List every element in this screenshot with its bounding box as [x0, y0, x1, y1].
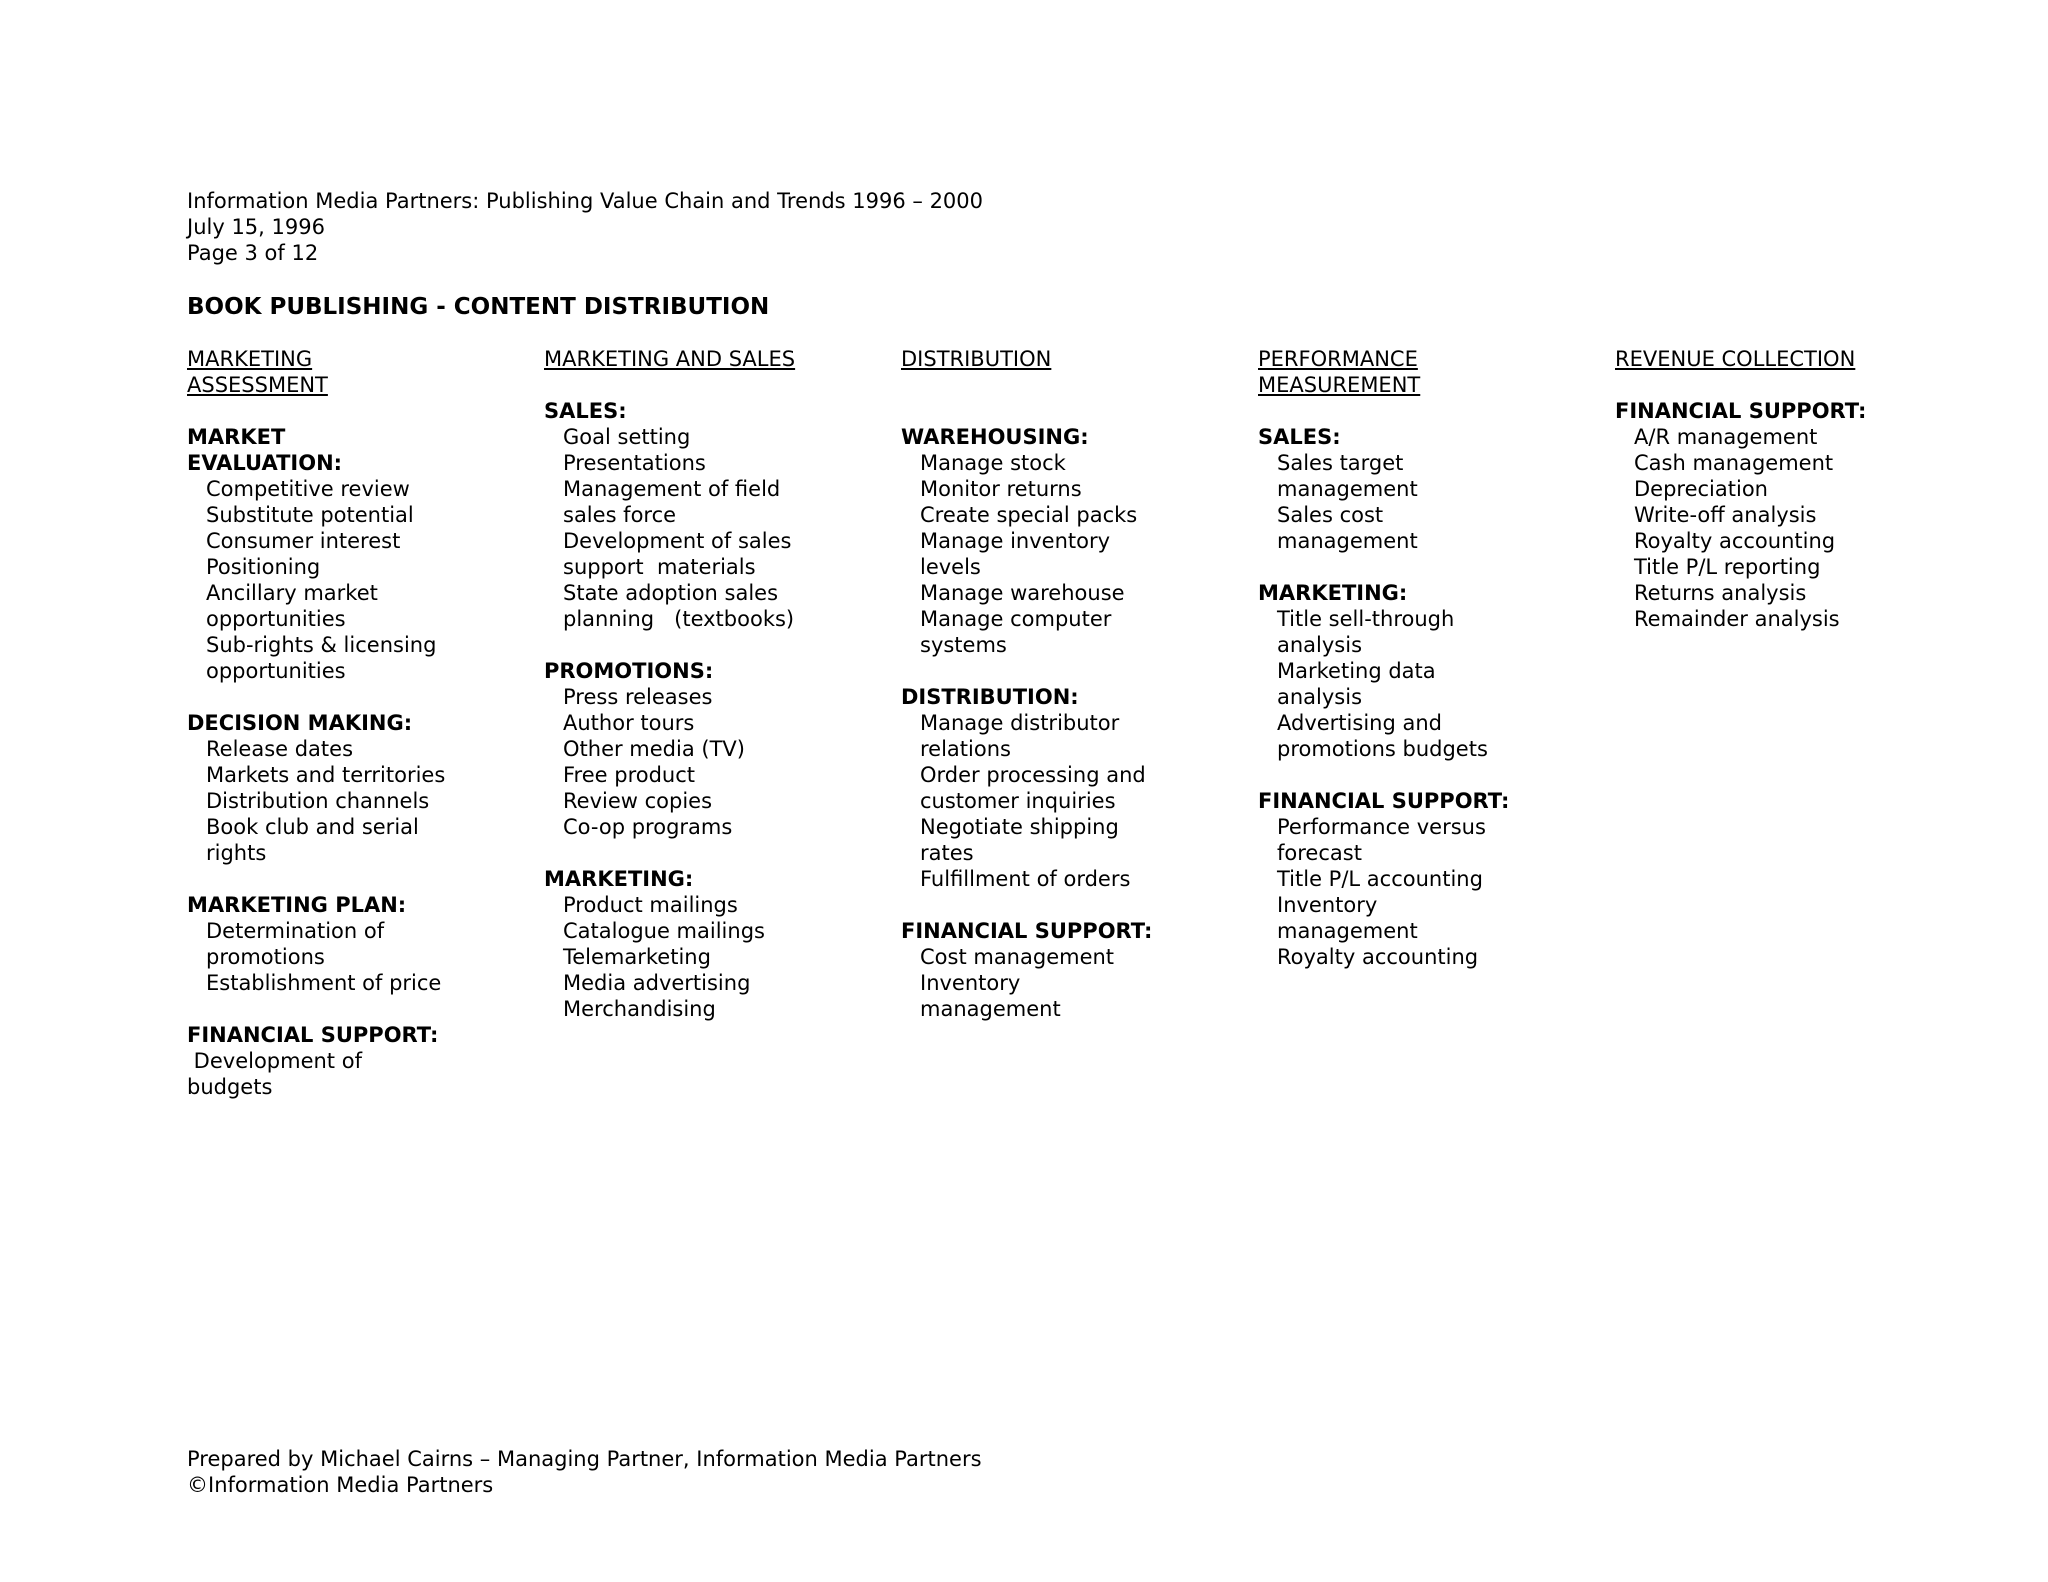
list-item: Title sell-through — [1277, 607, 1455, 631]
column-4 — [1615, 346, 1945, 632]
section — [187, 424, 517, 684]
document-header — [187, 188, 983, 266]
list-item: Book club and serial — [206, 815, 419, 839]
list-item: Release dates — [206, 737, 354, 761]
column-2 — [901, 346, 1231, 1022]
list-item: management — [1277, 919, 1418, 943]
section-title: DECISION MAKING: — [187, 711, 413, 735]
list-item: Positioning — [206, 555, 321, 579]
section-title: MARKETING: — [1258, 581, 1408, 605]
section — [1258, 580, 1588, 762]
section-title: MARKETING PLAN: — [187, 893, 407, 917]
list-item: Manage computer — [920, 607, 1112, 631]
list-item: Free product — [563, 763, 696, 787]
list-item: Markets and territories — [206, 763, 446, 787]
column-0 — [187, 346, 517, 1100]
list-item: Author tours — [563, 711, 695, 735]
document-footer — [187, 1446, 982, 1498]
list-item: Catalogue mailings — [563, 919, 765, 943]
column-heading-line: MARKETING — [187, 347, 313, 371]
list-item: Goal setting — [563, 425, 691, 449]
list-item: Title P/L accounting — [1277, 867, 1483, 891]
list-item: budgets — [187, 1075, 273, 1099]
section — [544, 866, 874, 1022]
list-item: Cash management — [1634, 451, 1834, 475]
list-item: State adoption sales — [563, 581, 779, 605]
list-item: Sales cost — [1277, 503, 1384, 527]
list-item: support materials — [563, 555, 756, 579]
column-heading-line: DISTRIBUTION — [901, 347, 1052, 371]
column-heading-line: ASSESSMENT — [187, 373, 328, 397]
list-item: Order processing and — [920, 763, 1146, 787]
list-item: planning (textbooks) — [563, 607, 795, 631]
section — [544, 398, 874, 632]
list-item: Monitor returns — [920, 477, 1082, 501]
list-item: Depreciation — [1634, 477, 1768, 501]
list-item: Write-off analysis — [1634, 503, 1817, 527]
list-item: Establishment of price — [206, 971, 442, 995]
list-item: Media advertising — [563, 971, 751, 995]
list-item: Determination of — [206, 919, 385, 943]
list-item: systems — [920, 633, 1007, 657]
list-item: Product mailings — [563, 893, 738, 917]
column-heading — [1615, 346, 1945, 372]
list-item: Distribution channels — [206, 789, 430, 813]
section-title: FINANCIAL SUPPORT: — [901, 919, 1153, 943]
section — [1615, 398, 1945, 632]
list-item: Presentations — [563, 451, 706, 475]
list-item: Marketing data — [1277, 659, 1436, 683]
column-heading-line: PERFORMANCE — [1258, 347, 1418, 371]
page-title: BOOK PUBLISHING - CONTENT DISTRIBUTION — [187, 294, 770, 320]
section-title: PROMOTIONS: — [544, 659, 714, 683]
section-title: MARKET — [187, 425, 286, 449]
section — [1258, 788, 1588, 970]
column-heading-line: MEASUREMENT — [1258, 373, 1421, 397]
list-item: relations — [920, 737, 1011, 761]
section — [187, 892, 517, 996]
list-item: Manage inventory — [920, 529, 1111, 553]
list-item: Create special packs — [920, 503, 1138, 527]
section-title: FINANCIAL SUPPORT: — [1615, 399, 1867, 423]
column-heading — [187, 346, 517, 398]
list-item: opportunities — [206, 607, 346, 631]
list-item: promotions budgets — [1277, 737, 1488, 761]
list-item: Title P/L reporting — [1634, 555, 1821, 579]
list-item: customer inquiries — [920, 789, 1116, 813]
list-item: Negotiate shipping — [920, 815, 1119, 839]
list-item: Remainder analysis — [1634, 607, 1840, 631]
list-item: Competitive review — [206, 477, 410, 501]
column-heading — [1258, 346, 1588, 398]
header-date: July 15, 1996 — [187, 215, 325, 239]
list-item: forecast — [1277, 841, 1362, 865]
list-item: Cost management — [920, 945, 1115, 969]
column-heading — [901, 346, 1231, 372]
list-item: management — [1277, 477, 1418, 501]
list-item: Telemarketing — [563, 945, 711, 969]
column-heading-line: REVENUE COLLECTION — [1615, 347, 1856, 371]
section — [544, 658, 874, 840]
column-1 — [544, 346, 874, 1022]
section — [187, 710, 517, 866]
footer-prepared-by: Prepared by Michael Cairns – Managing Partner, Information Media Partners — [187, 1447, 982, 1471]
list-item: management — [1277, 529, 1418, 553]
footer-copyright: ©Information Media Partners — [187, 1473, 494, 1497]
list-item: opportunities — [206, 659, 346, 683]
column-heading — [544, 346, 874, 372]
header-page-number: Page 3 of 12 — [187, 241, 319, 265]
list-item: Manage warehouse — [920, 581, 1125, 605]
list-item: Manage distributor — [920, 711, 1120, 735]
list-item: Inventory — [1277, 893, 1378, 917]
list-item: Sales target — [1277, 451, 1404, 475]
list-item: Fulfillment of orders — [920, 867, 1131, 891]
list-item: Ancillary market — [206, 581, 378, 605]
section — [901, 424, 1231, 658]
section-title: SALES: — [544, 399, 627, 423]
header-report-title: Information Media Partners: Publishing Value Chain and Trends 1996 – 2000 — [187, 189, 984, 213]
list-item: Other media (TV) — [563, 737, 745, 761]
list-item: Management of field — [563, 477, 781, 501]
list-item: Consumer interest — [206, 529, 401, 553]
list-item: Development of sales — [563, 529, 792, 553]
section — [901, 684, 1231, 892]
section — [901, 918, 1231, 1022]
column-3 — [1258, 346, 1588, 970]
list-item: rates — [920, 841, 974, 865]
section-title: WAREHOUSING: — [901, 425, 1089, 449]
section-title: FINANCIAL SUPPORT: — [187, 1023, 439, 1047]
list-item: Development of — [187, 1049, 362, 1073]
list-item: Merchandising — [563, 997, 716, 1021]
column-heading-line: MARKETING AND SALES — [544, 347, 796, 371]
list-item: Manage stock — [920, 451, 1066, 475]
list-item: levels — [920, 555, 981, 579]
section-title: SALES: — [1258, 425, 1341, 449]
list-item: Inventory — [920, 971, 1021, 995]
list-item: Performance versus — [1277, 815, 1486, 839]
list-item: A/R management — [1634, 425, 1818, 449]
section — [187, 1022, 517, 1100]
list-item: Advertising and — [1277, 711, 1442, 735]
list-item: Royalty accounting — [1634, 529, 1836, 553]
list-item: analysis — [1277, 633, 1363, 657]
list-item: Co-op programs — [563, 815, 733, 839]
list-item: sales force — [563, 503, 677, 527]
list-item: Review copies — [563, 789, 713, 813]
list-item: Substitute potential — [206, 503, 414, 527]
section-title: FINANCIAL SUPPORT: — [1258, 789, 1510, 813]
list-item: promotions — [206, 945, 325, 969]
section-title: EVALUATION: — [187, 451, 343, 475]
list-item: analysis — [1277, 685, 1363, 709]
list-item: Royalty accounting — [1277, 945, 1479, 969]
list-item: Sub-rights & licensing — [206, 633, 437, 657]
list-item: rights — [206, 841, 267, 865]
section-title: MARKETING: — [544, 867, 694, 891]
list-item: Press releases — [563, 685, 713, 709]
list-item: Returns analysis — [1634, 581, 1807, 605]
section — [1258, 424, 1588, 554]
section-title: DISTRIBUTION: — [901, 685, 1079, 709]
list-item: management — [920, 997, 1061, 1021]
